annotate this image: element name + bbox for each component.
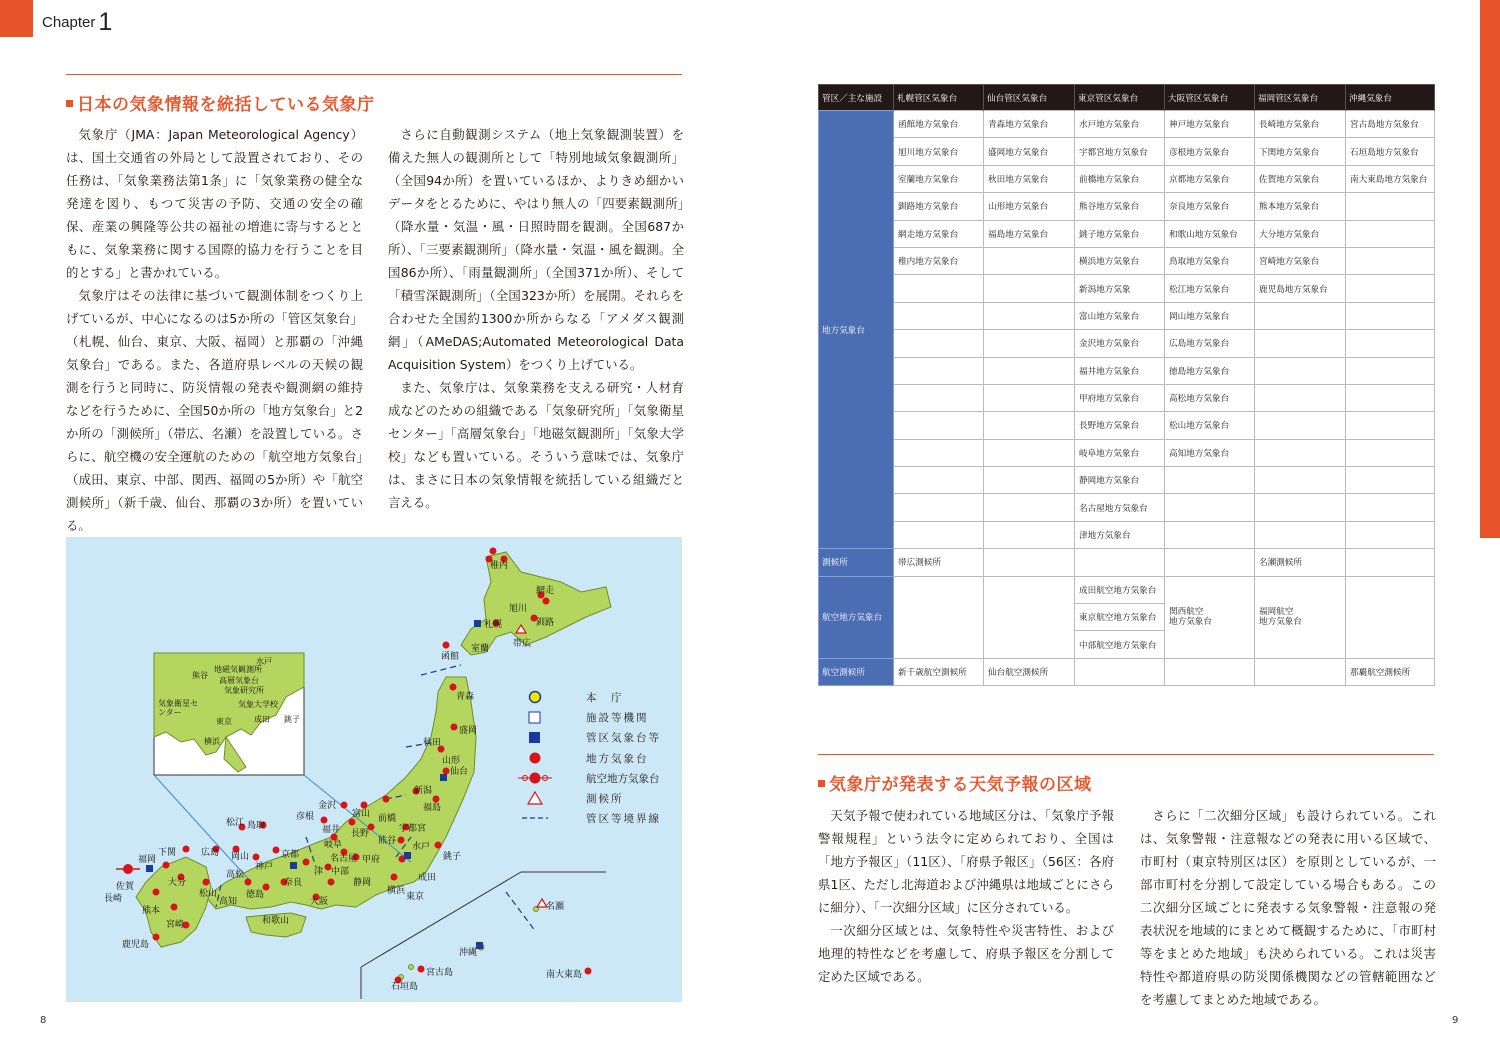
legend-row bbox=[586, 689, 624, 705]
city-label: 熊谷 bbox=[378, 836, 397, 846]
city-label: 帯広 bbox=[513, 639, 532, 649]
city-label: 盛岡 bbox=[459, 726, 478, 736]
table-row bbox=[819, 658, 1435, 685]
page-number-right: 9 bbox=[1452, 1015, 1459, 1026]
right-page-tab bbox=[1480, 0, 1500, 538]
city-label: 金沢 bbox=[318, 801, 337, 811]
table-row bbox=[819, 357, 1435, 384]
table-row bbox=[819, 521, 1435, 548]
table-cell: 岐阜地方気象台 bbox=[1075, 439, 1165, 466]
table-cell bbox=[984, 247, 1075, 274]
paragraph: また、気象庁は、気象業務を支える研究・人材育成などのための組織である「気象研究所」「気象衛星センター」「高層気象台」「地磁気観測所」「気象大学校」なども置いている。そういう意味では、気象庁は、まさに日本の気象情報を統括している組織だと言える。 bbox=[388, 380, 684, 510]
section-heading-left bbox=[66, 90, 375, 115]
city-label: 熊本 bbox=[142, 906, 161, 916]
category-cell: 測候所 bbox=[819, 549, 894, 576]
table-cell: 横浜地方気象台 bbox=[1075, 247, 1165, 274]
category-cell: 地方気象台 bbox=[819, 111, 894, 549]
table-cell: 新潟地方気象 bbox=[1075, 275, 1165, 302]
table-cell: 甲府地方気象台 bbox=[1075, 384, 1165, 411]
city-label: 大分 bbox=[168, 878, 187, 888]
table-cell bbox=[894, 384, 984, 411]
table-cell: 長崎地方気象台 bbox=[1255, 111, 1346, 138]
table-cell bbox=[984, 467, 1075, 494]
table-cell bbox=[1075, 549, 1165, 576]
table-row bbox=[819, 275, 1435, 302]
table-cell bbox=[984, 275, 1075, 302]
kanku-icon bbox=[529, 732, 540, 743]
inset-label: 銚子 bbox=[284, 715, 300, 724]
city-label: 前橋 bbox=[378, 814, 397, 824]
table-cell: 松江地方気象台 bbox=[1165, 275, 1255, 302]
table-cell bbox=[894, 439, 984, 466]
table-cell bbox=[894, 412, 984, 439]
city-label: 山形 bbox=[442, 756, 461, 766]
table-cell: 高知地方気象台 bbox=[1165, 439, 1255, 466]
koku-markers bbox=[116, 864, 140, 874]
left-column-2 bbox=[388, 123, 684, 511]
table-cell: 福島地方気象台 bbox=[984, 220, 1075, 247]
table-cell: 大分地方気象台 bbox=[1255, 220, 1346, 247]
table-cell bbox=[984, 521, 1075, 548]
legend-row bbox=[586, 770, 660, 786]
city-label: 静岡 bbox=[353, 878, 372, 888]
table-header: 札幌管区気象台 bbox=[894, 85, 984, 111]
table-cell: 静岡地方気象台 bbox=[1075, 467, 1165, 494]
table-header-row bbox=[819, 85, 1435, 111]
city-label: 中部 bbox=[331, 867, 350, 877]
city-label: 宮崎 bbox=[166, 920, 185, 930]
table-cell: 名古屋地方気象台 bbox=[1075, 494, 1165, 521]
city-label: 南大東島 bbox=[546, 970, 583, 980]
table-cell bbox=[894, 275, 984, 302]
table-cell bbox=[1346, 549, 1435, 576]
table-cell bbox=[1165, 658, 1255, 685]
table-row bbox=[819, 138, 1435, 165]
table-cell: 名瀬測候所 bbox=[1255, 549, 1346, 576]
heading-square-icon bbox=[818, 780, 825, 787]
chapter-label bbox=[42, 8, 112, 37]
shisetsu-icon bbox=[529, 712, 540, 723]
city-label: 松江 bbox=[226, 818, 245, 828]
inset-label: 気象研究所 bbox=[224, 686, 264, 695]
city-label: 室蘭 bbox=[471, 644, 490, 654]
paragraph: 気象庁（JMA：Japan Meteorological Agency）は、国土交通省の外局として設置されており、その任務は、「気象業務法第1条」に「気象業務の健全な発達を図り、もつて災害の予防、交通の安全の確保、産業の興隆等公共の福祉の増進に寄与するとともに、気象業務に関する国際的協力を行うことを目的とする」と書かれている。 bbox=[66, 127, 363, 280]
table-cell: 関西航空 地方気象台 bbox=[1165, 576, 1255, 658]
inset-label: 水戸 bbox=[256, 657, 272, 666]
table-cell: 室蘭地方気象台 bbox=[894, 165, 984, 192]
table-cell: 広島地方気象台 bbox=[1165, 330, 1255, 357]
city-label: 秋田 bbox=[423, 738, 442, 748]
city-label: 新潟 bbox=[414, 786, 433, 796]
city-label: 徳島 bbox=[246, 890, 265, 900]
table-cell bbox=[1165, 549, 1255, 576]
city-label: 釧路 bbox=[536, 618, 555, 628]
table-body bbox=[819, 111, 1435, 686]
table-row bbox=[819, 193, 1435, 220]
table-cell bbox=[1255, 467, 1346, 494]
table-row bbox=[819, 439, 1435, 466]
inset-label: 横浜 bbox=[204, 737, 220, 746]
table-row bbox=[819, 302, 1435, 329]
table-cell: 宇都宮地方気象台 bbox=[1075, 138, 1165, 165]
table-row bbox=[819, 165, 1435, 192]
city-label: 青森 bbox=[456, 692, 475, 702]
city-label: 函館 bbox=[441, 652, 460, 662]
table-cell bbox=[894, 330, 984, 357]
legend-label: 施設等機関 bbox=[586, 711, 649, 724]
city-label: 長崎 bbox=[104, 894, 123, 904]
table-cell: 銚子地方気象台 bbox=[1075, 220, 1165, 247]
category-cell: 航空測候所 bbox=[819, 658, 894, 685]
table-cell: 盛岡地方気象台 bbox=[984, 138, 1075, 165]
table-cell: 彦根地方気象台 bbox=[1165, 138, 1255, 165]
table-row bbox=[819, 549, 1435, 576]
city-label: 福井 bbox=[322, 825, 341, 835]
city-label: 岡山 bbox=[231, 852, 250, 862]
table-row bbox=[819, 220, 1435, 247]
table-cell bbox=[894, 494, 984, 521]
table-cell bbox=[984, 384, 1075, 411]
city-label: 広島 bbox=[201, 848, 220, 858]
table-cell bbox=[1346, 494, 1435, 521]
inset-label: 気象大学校 bbox=[238, 700, 278, 709]
table-cell bbox=[1165, 521, 1255, 548]
city-label: 富山 bbox=[352, 809, 371, 819]
table-cell bbox=[984, 330, 1075, 357]
table-cell bbox=[1255, 439, 1346, 466]
table-cell: 富山地方気象台 bbox=[1075, 302, 1165, 329]
inset-label: 成田 bbox=[254, 715, 270, 724]
city-label: 佐賀 bbox=[116, 882, 135, 892]
city-label: 鹿児島 bbox=[122, 940, 150, 950]
legend-row bbox=[586, 750, 649, 766]
table-cell: 高松地方気象台 bbox=[1165, 384, 1255, 411]
sokko-icon bbox=[528, 792, 542, 804]
table-cell: 京都地方気象台 bbox=[1165, 165, 1255, 192]
city-label: 松山 bbox=[199, 889, 218, 899]
section-rule bbox=[66, 74, 682, 75]
table-cell bbox=[984, 302, 1075, 329]
left-column-1 bbox=[66, 123, 363, 531]
table-cell bbox=[1346, 302, 1435, 329]
paragraph: 天気予報で使われている地域区分は、「気象庁予報警報規程」という法令に定められており、全国は「地方予報区」（11区）、「府県予報区」（56区：各府県1区、ただし北海道および沖縄県は地域ごとにさらに細分）、「一次細分区域」に区分されている。 bbox=[818, 808, 1114, 915]
city-label: 和歌山 bbox=[262, 916, 290, 926]
city-label: 宇都宮 bbox=[399, 824, 427, 834]
legend-row bbox=[586, 810, 661, 826]
table-cell: 松山地方気象台 bbox=[1165, 412, 1255, 439]
paragraph: 一次細分区域とは、気象特性や災害特性、および地理的特性などを考慮して、府県予報区を分割して定めた区域である。 bbox=[818, 923, 1114, 984]
table-cell: 帯広測候所 bbox=[894, 549, 984, 576]
chapter-tab bbox=[0, 0, 33, 37]
table-cell bbox=[984, 549, 1075, 576]
right-column-1 bbox=[818, 804, 1114, 1009]
table-cell: 鹿児島地方気象台 bbox=[1255, 275, 1346, 302]
chapter-text: Chapter bbox=[42, 14, 96, 31]
heading-square-icon bbox=[66, 100, 73, 107]
table-cell: 水戸地方気象台 bbox=[1075, 111, 1165, 138]
table-cell bbox=[1165, 494, 1255, 521]
legend-row bbox=[586, 709, 649, 725]
heading-text: 気象庁が発表する天気予報の区域 bbox=[829, 775, 1092, 795]
table-cell bbox=[1075, 658, 1165, 685]
legend-row bbox=[586, 729, 661, 745]
table-cell bbox=[1255, 330, 1346, 357]
city-label: 奈良 bbox=[284, 878, 303, 888]
table-cell: 福岡航空 地方気象台 bbox=[1255, 576, 1346, 658]
table-cell bbox=[1255, 521, 1346, 548]
city-label: 沖縄 bbox=[459, 948, 478, 958]
table-row bbox=[819, 111, 1435, 138]
table-cell: 前橋地方気象台 bbox=[1075, 165, 1165, 192]
table-cell bbox=[894, 521, 984, 548]
chiho-icon bbox=[530, 753, 541, 764]
table-cell bbox=[1346, 384, 1435, 411]
table-cell: 宮崎地方気象台 bbox=[1255, 247, 1346, 274]
table-cell: 岡山地方気象台 bbox=[1165, 302, 1255, 329]
paragraph: さらに自動観測システム（地上気象観測装置）を備えた無人の観測所として「特別地域気象観測所」（全国94か所）を置いているほか、よりきめ細かいデータをとるために、やはり無人の「四要素観測所」（降水量・気温・風・日照時間を観測。全国687か所）、「三要素観測所」（降水量・気温・風を観測。全国86か所）、「雨量観測所」（全国371か所）、そして「積雪深観測所」（全国323か所）を展開。それらを合わせた全国約1300か所からなる「アメダス観測網」（AMeDAS;Automated Meteorological Data Acquisition System）をつくり上げている。 bbox=[388, 127, 684, 372]
hokkaido-land bbox=[461, 552, 611, 655]
city-label: 仙台 bbox=[450, 767, 469, 777]
city-label: 名瀬 bbox=[546, 902, 565, 912]
inset-label: 東京 bbox=[216, 717, 232, 726]
table-row bbox=[819, 576, 1435, 603]
inset-label: 熊谷 bbox=[192, 671, 208, 680]
table-cell: 神戸地方気象台 bbox=[1165, 111, 1255, 138]
table-cell: 津地方気象台 bbox=[1075, 521, 1165, 548]
inset-label: 高層気象台 bbox=[219, 676, 259, 685]
table-cell bbox=[894, 302, 984, 329]
city-label: 津 bbox=[314, 867, 324, 877]
table-cell bbox=[1346, 330, 1435, 357]
table-cell bbox=[1346, 412, 1435, 439]
table-cell bbox=[1346, 220, 1435, 247]
city-label: 横浜 bbox=[387, 886, 406, 896]
honcho-icon bbox=[530, 692, 541, 703]
category-cell: 航空地方気象台 bbox=[819, 576, 894, 658]
legend-label: 航空地方気象台 bbox=[586, 772, 660, 785]
city-label: 石垣島 bbox=[391, 982, 419, 992]
city-label: 神戸 bbox=[255, 862, 274, 872]
table-row bbox=[819, 247, 1435, 274]
right-column-2 bbox=[1140, 804, 1436, 1009]
city-label: 宮古島 bbox=[426, 968, 454, 978]
table-cell: 函館地方気象台 bbox=[894, 111, 984, 138]
table-cell bbox=[984, 357, 1075, 384]
table-cell bbox=[1346, 467, 1435, 494]
table-cell bbox=[1346, 275, 1435, 302]
legend-label: 測候所 bbox=[586, 792, 624, 805]
table-cell bbox=[894, 357, 984, 384]
legend-row bbox=[586, 790, 624, 806]
city-label: 水戸 bbox=[412, 842, 431, 852]
paragraph: 気象庁はその法律に基づいて観測体制をつくり上げているが、中心になるのは5か所の「管区気象台」（札幌、仙台、東京、大阪、福岡）と那覇の「沖縄気象台」である。また、各道府県レベルの天候の観測を行うと同時に、防災情報の発表や観測網の維持などを行うために、全国50か所の「地方気象台」と2か所の「測候所」（帯広、名瀬）を設置している。さらに、航空機の安全運航のための「航空地方気象台」（成田、東京、中部、関西、福岡の5か所）や「航空測候所」（新千歳、仙台、那覇の3か所）を置いている。 bbox=[66, 288, 363, 531]
koku-icon bbox=[518, 773, 552, 784]
city-label: 甲府 bbox=[362, 855, 381, 865]
table-header: 管区／主な施設 bbox=[819, 85, 894, 111]
table-cell: 熊谷地方気象台 bbox=[1075, 193, 1165, 220]
table-cell: 石垣島地方気象台 bbox=[1346, 138, 1435, 165]
table-cell: 熊本地方気象台 bbox=[1255, 193, 1346, 220]
table-cell bbox=[1255, 412, 1346, 439]
table-cell: 奈良地方気象台 bbox=[1165, 193, 1255, 220]
table-cell bbox=[1165, 467, 1255, 494]
section-rule bbox=[818, 754, 1434, 755]
table-cell: 金沢地方気象台 bbox=[1075, 330, 1165, 357]
table-cell bbox=[984, 494, 1075, 521]
table-cell: 長野地方気象台 bbox=[1075, 412, 1165, 439]
section-heading-right bbox=[818, 770, 1092, 795]
table-cell bbox=[1346, 521, 1435, 548]
table-cell: 和歌山地方気象台 bbox=[1165, 220, 1255, 247]
table-header: 東京管区気象台 bbox=[1075, 85, 1165, 111]
table-header: 仙台管区気象台 bbox=[984, 85, 1075, 111]
page-number-left: 8 bbox=[40, 1015, 47, 1026]
inset-label: 気象衛星センター bbox=[158, 699, 198, 717]
table-cell bbox=[984, 576, 1075, 658]
city-label: 成田 bbox=[418, 873, 437, 883]
table-cell: 新千歳航空測候所 bbox=[894, 658, 984, 685]
table-cell: 福井地方気象台 bbox=[1075, 357, 1165, 384]
table-cell bbox=[1346, 247, 1435, 274]
table-cell: 山形地方気象台 bbox=[984, 193, 1075, 220]
city-label: 東京 bbox=[406, 892, 425, 902]
table-cell: 仙台航空測候所 bbox=[984, 658, 1075, 685]
city-label: 鳥取 bbox=[247, 821, 266, 831]
heading-text: 日本の気象情報を統括している気象庁 bbox=[77, 95, 375, 115]
table-cell: 那覇航空測候所 bbox=[1346, 658, 1435, 685]
city-label: 稚内 bbox=[490, 561, 509, 571]
city-label: 京都 bbox=[281, 850, 300, 860]
city-label: 大阪 bbox=[310, 897, 329, 907]
table-cell: 徳島地方気象台 bbox=[1165, 357, 1255, 384]
table-cell bbox=[1255, 302, 1346, 329]
city-label: 旭川 bbox=[509, 604, 528, 614]
legend-label: 管区等境界線 bbox=[586, 812, 661, 825]
table-header: 大阪管区気象台 bbox=[1165, 85, 1255, 111]
table-row bbox=[819, 384, 1435, 411]
table-header: 福岡管区気象台 bbox=[1255, 85, 1346, 111]
table-cell: 佐賀地方気象台 bbox=[1255, 165, 1346, 192]
facility-table bbox=[818, 84, 1435, 686]
table-row bbox=[819, 494, 1435, 521]
table-cell bbox=[1346, 357, 1435, 384]
legend-label: 地方気象台 bbox=[586, 752, 649, 765]
legend-label: 管区気象台等 bbox=[586, 731, 661, 744]
table-cell bbox=[1255, 384, 1346, 411]
table-cell: 下関地方気象台 bbox=[1255, 138, 1346, 165]
table-cell: 旭川地方気象台 bbox=[894, 138, 984, 165]
table-cell bbox=[1255, 658, 1346, 685]
table-cell bbox=[984, 412, 1075, 439]
table-cell: 秋田地方気象台 bbox=[984, 165, 1075, 192]
table-header: 沖縄気象台 bbox=[1346, 85, 1435, 111]
table-cell: 東京航空地方気象台 bbox=[1075, 604, 1165, 631]
table-row bbox=[819, 412, 1435, 439]
paragraph: さらに「二次細分区域」も設けられている。これは、気象警報・注意報などの発表に用いる区域で、市町村（東京特別区は区）を原則としているが、一部市町村を分割して設定している場合もある。この二次細分区域ごとに発表する気象警報・注意報の発表状況を地域的にまとめて概観するために、「市町村等をまとめた地域」も決められている。これは災害特性や都道府県の防災関係機関などの管轄範囲などを考慮してまとめた地域である。 bbox=[1140, 808, 1436, 1007]
table-cell: 釧路地方気象台 bbox=[894, 193, 984, 220]
table-cell bbox=[1255, 494, 1346, 521]
table-cell bbox=[1346, 576, 1435, 658]
inset-label: 地磁気観測所 bbox=[214, 665, 262, 674]
table-cell bbox=[894, 467, 984, 494]
city-label: 福岡 bbox=[138, 855, 157, 865]
city-label: 長野 bbox=[351, 829, 370, 839]
city-label: 下関 bbox=[158, 848, 177, 858]
city-label: 高知 bbox=[219, 897, 238, 907]
city-label: 名古屋 bbox=[330, 854, 358, 864]
city-label: 彦根 bbox=[296, 812, 315, 822]
table-cell: 鳥取地方気象台 bbox=[1165, 247, 1255, 274]
table-cell bbox=[1255, 357, 1346, 384]
table-cell: 網走地方気象台 bbox=[894, 220, 984, 247]
city-label: 札幌 bbox=[484, 620, 503, 630]
table-cell: 宮古島地方気象台 bbox=[1346, 111, 1435, 138]
table-cell: 稚内地方気象台 bbox=[894, 247, 984, 274]
table-cell: 青森地方気象台 bbox=[984, 111, 1075, 138]
chapter-number: 1 bbox=[98, 8, 113, 36]
city-label: 高松 bbox=[226, 870, 245, 880]
table-cell: 中部航空地方気象台 bbox=[1075, 631, 1165, 658]
table-cell: 成田航空地方気象台 bbox=[1075, 576, 1165, 603]
city-label: 福島 bbox=[423, 803, 442, 813]
table-cell bbox=[894, 576, 984, 658]
table-cell bbox=[1346, 439, 1435, 466]
table-cell: 南大東島地方気象台 bbox=[1346, 165, 1435, 192]
city-label: 網走 bbox=[536, 586, 555, 596]
table-cell bbox=[1346, 193, 1435, 220]
table-cell bbox=[984, 439, 1075, 466]
jma-facility-map bbox=[66, 537, 682, 1002]
legend-label: 本 庁 bbox=[586, 691, 624, 704]
table-row bbox=[819, 467, 1435, 494]
table-row bbox=[819, 330, 1435, 357]
city-label: 岐阜 bbox=[324, 840, 343, 850]
city-label: 銚子 bbox=[443, 852, 462, 862]
